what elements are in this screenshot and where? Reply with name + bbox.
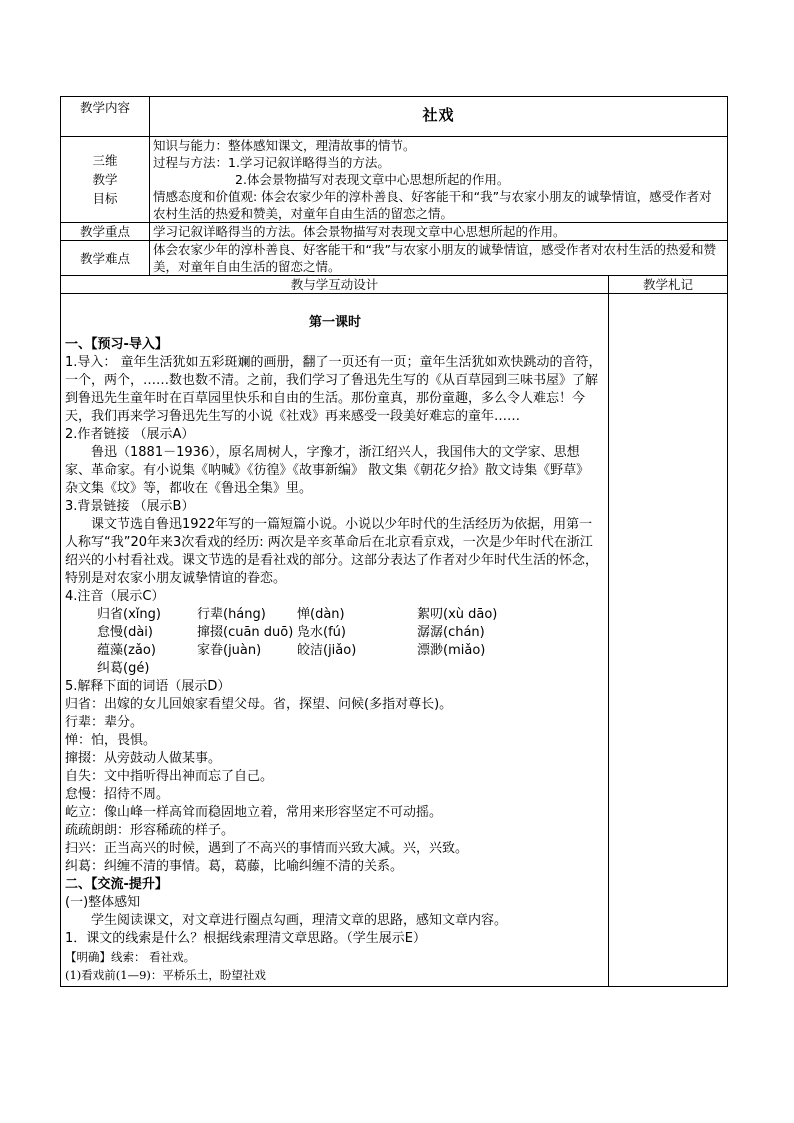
vocab-item: 怠慢：招待不周。 bbox=[65, 787, 170, 802]
vocab-item: 撺掇：从旁鼓动人做某事。 bbox=[65, 751, 222, 766]
goal-process-2: 2.体会景物描写对表现文章中心思想所起的作用。 bbox=[235, 172, 510, 187]
pron-item: 蕴藻(zǎo) bbox=[97, 643, 156, 658]
pron-item: 絮叨(xù dāo) bbox=[417, 607, 498, 622]
content-row bbox=[61, 97, 728, 137]
vocab-item: 纠葛：纠缠不清的事情。葛，葛藤，比喻纠缠不清的关系。 bbox=[65, 859, 404, 874]
goal-emotion: 情感态度和价值观: 体会农家少年的淳朴善良、好客能干和“我”与农家小朋友的诚挚情谊，感受作者对农村生活的热爱和赞美，对童年自由生活的留恋之情。 bbox=[153, 189, 712, 221]
background-heading: 3.背景链接 （展示B） bbox=[65, 499, 195, 514]
key-row bbox=[61, 223, 728, 241]
difficulty-row bbox=[61, 241, 728, 276]
pronunciation-heading: 4.注音（展示C） bbox=[65, 589, 165, 604]
overall-perception-heading: (一)整体感知 bbox=[65, 895, 141, 910]
lesson-plan-table bbox=[60, 96, 728, 987]
section-exchange-heading: 二、【交流-提升】 bbox=[65, 877, 168, 892]
pron-item: 纠葛(gé) bbox=[97, 661, 150, 676]
reading-instruction: 学生阅读课文，对文章进行圈点勾画，理清文章的思路，感知文章内容。 bbox=[91, 913, 508, 928]
answer-part-1: (1)看戏前(1—9)：平桥乐土，盼望社戏 bbox=[65, 968, 266, 982]
design-content bbox=[61, 294, 609, 987]
lesson-period-title: 第一课时 bbox=[308, 315, 361, 330]
pron-item: 潺潺(chán) bbox=[417, 625, 485, 640]
design-header: 教与学互动设计 bbox=[61, 276, 609, 294]
pron-item: 归省(xǐng) bbox=[97, 607, 161, 622]
goal-process-1: 过程与方法：1.学习记叙详略得当的方法。 bbox=[153, 155, 390, 170]
vocab-item: 惮：怕，畏惧。 bbox=[65, 733, 157, 748]
pron-item: 撺掇(cuān duō) bbox=[197, 625, 294, 640]
pron-item: 凫水(fú) bbox=[297, 625, 346, 640]
pron-item: 怠慢(dài) bbox=[97, 625, 153, 640]
goals-row bbox=[61, 137, 728, 223]
difficulty-text: 体会农家少年的淳朴善良、好客能干和“我”与农家小朋友的诚挚情谊，感受作者对农村生活的热爱和赞美，对童年自由生活的留恋之情。 bbox=[150, 241, 728, 276]
vocab-item: 屹立：像山峰一样高耸而稳固地立着，常用来形容坚定不可动摇。 bbox=[65, 805, 443, 820]
section-header-row bbox=[61, 276, 728, 294]
pron-item: 家眷(juàn) bbox=[197, 643, 262, 658]
vocab-item: 归省：出嫁的女儿回娘家看望父母。省，探望、问候(多指对尊长)。 bbox=[65, 697, 453, 712]
background-paragraph: 课文节选自鲁迅1922年写的一篇短篇小说。小说以少年时代的生活经历为依据，用第一人称写“我”20年来3次看戏的经历: 两次是辛亥革命后在北京看京戏，一次是少年时代在浙江绍兴的小村看社戏。课文节选的是看社戏的部分。这部分表达了作者对少年时代生活的怀念，特别是对农家小朋友诚挚情谊的眷恋。 bbox=[65, 517, 599, 586]
vocab-heading: 5.解释下面的词语（展示D） bbox=[65, 679, 231, 694]
main-row bbox=[61, 294, 728, 987]
author-paragraph: 鲁迅（1881－1936），原名周树人，字豫才，浙江绍兴人，我国伟大的文学家、思想家、革命家。有小说集《呐喊》《彷徨》《故事新编》 散文集《朝花夕拾》散文诗集《野草》 杂文集《坟》等，都收在《鲁迅全集》里。 bbox=[65, 445, 590, 496]
goals-label: 三维 教学 目标 bbox=[61, 137, 150, 223]
vocab-item: 扫兴：正当高兴的时候，遇到了不高兴的事情而兴致大减。兴，兴致。 bbox=[65, 841, 469, 856]
question-1: 1．课文的线索是什么？根据线索理清文章思路。（学生展示E） bbox=[65, 931, 426, 946]
vocab-item: 行辈：辈分。 bbox=[65, 715, 144, 730]
pron-item: 漂渺(miǎo) bbox=[417, 643, 486, 658]
content-label: 教学内容 bbox=[61, 97, 150, 137]
answer-clue: 【明确】线索： 看社戏。 bbox=[65, 950, 196, 964]
goal-knowledge: 知识与能力：整体感知课文，理清故事的情节。 bbox=[153, 138, 416, 153]
intro-paragraph: 1.导入： 童年生活犹如五彩斑斓的画册，翻了一页还有一页；童年生活犹如欢快跳动的音符，一个，两个，……数也数不清。之前，我们学习了鲁迅先生写的《从百草园到三味书屋》了解到鲁迅先生童年时在百草园里快乐和自由的生活。那份童真，那份童趣，多么令人难忘！今天，我们再来学习鲁迅先生写的小说《社戏》再来感受一段美好难忘的童年…… bbox=[65, 355, 602, 424]
vocab-item: 疏疏朗朗：形容稀疏的样子。 bbox=[65, 823, 235, 838]
vocab-item: 自失：文中指听得出神而忘了自己。 bbox=[65, 769, 274, 784]
pron-item: 皎洁(jiǎo) bbox=[297, 643, 357, 658]
key-label: 教学重点 bbox=[61, 223, 150, 241]
pron-item: 行辈(háng) bbox=[197, 607, 266, 622]
difficulty-label: 教学难点 bbox=[61, 241, 150, 276]
goals-text bbox=[150, 137, 728, 223]
section-preview-heading: 一、【预习-导入】 bbox=[65, 337, 168, 352]
notes-content bbox=[609, 294, 728, 987]
author-heading: 2.作者链接 （展示A） bbox=[65, 427, 195, 442]
pronunciation-grid bbox=[65, 606, 605, 678]
notes-header: 教学札记 bbox=[609, 276, 728, 294]
key-text: 学习记叙详略得当的方法。体会景物描写对表现文章中心思想所起的作用。 bbox=[150, 223, 728, 241]
lesson-title: 社戏 bbox=[150, 97, 728, 137]
pron-item: 惮(dàn) bbox=[297, 607, 345, 622]
